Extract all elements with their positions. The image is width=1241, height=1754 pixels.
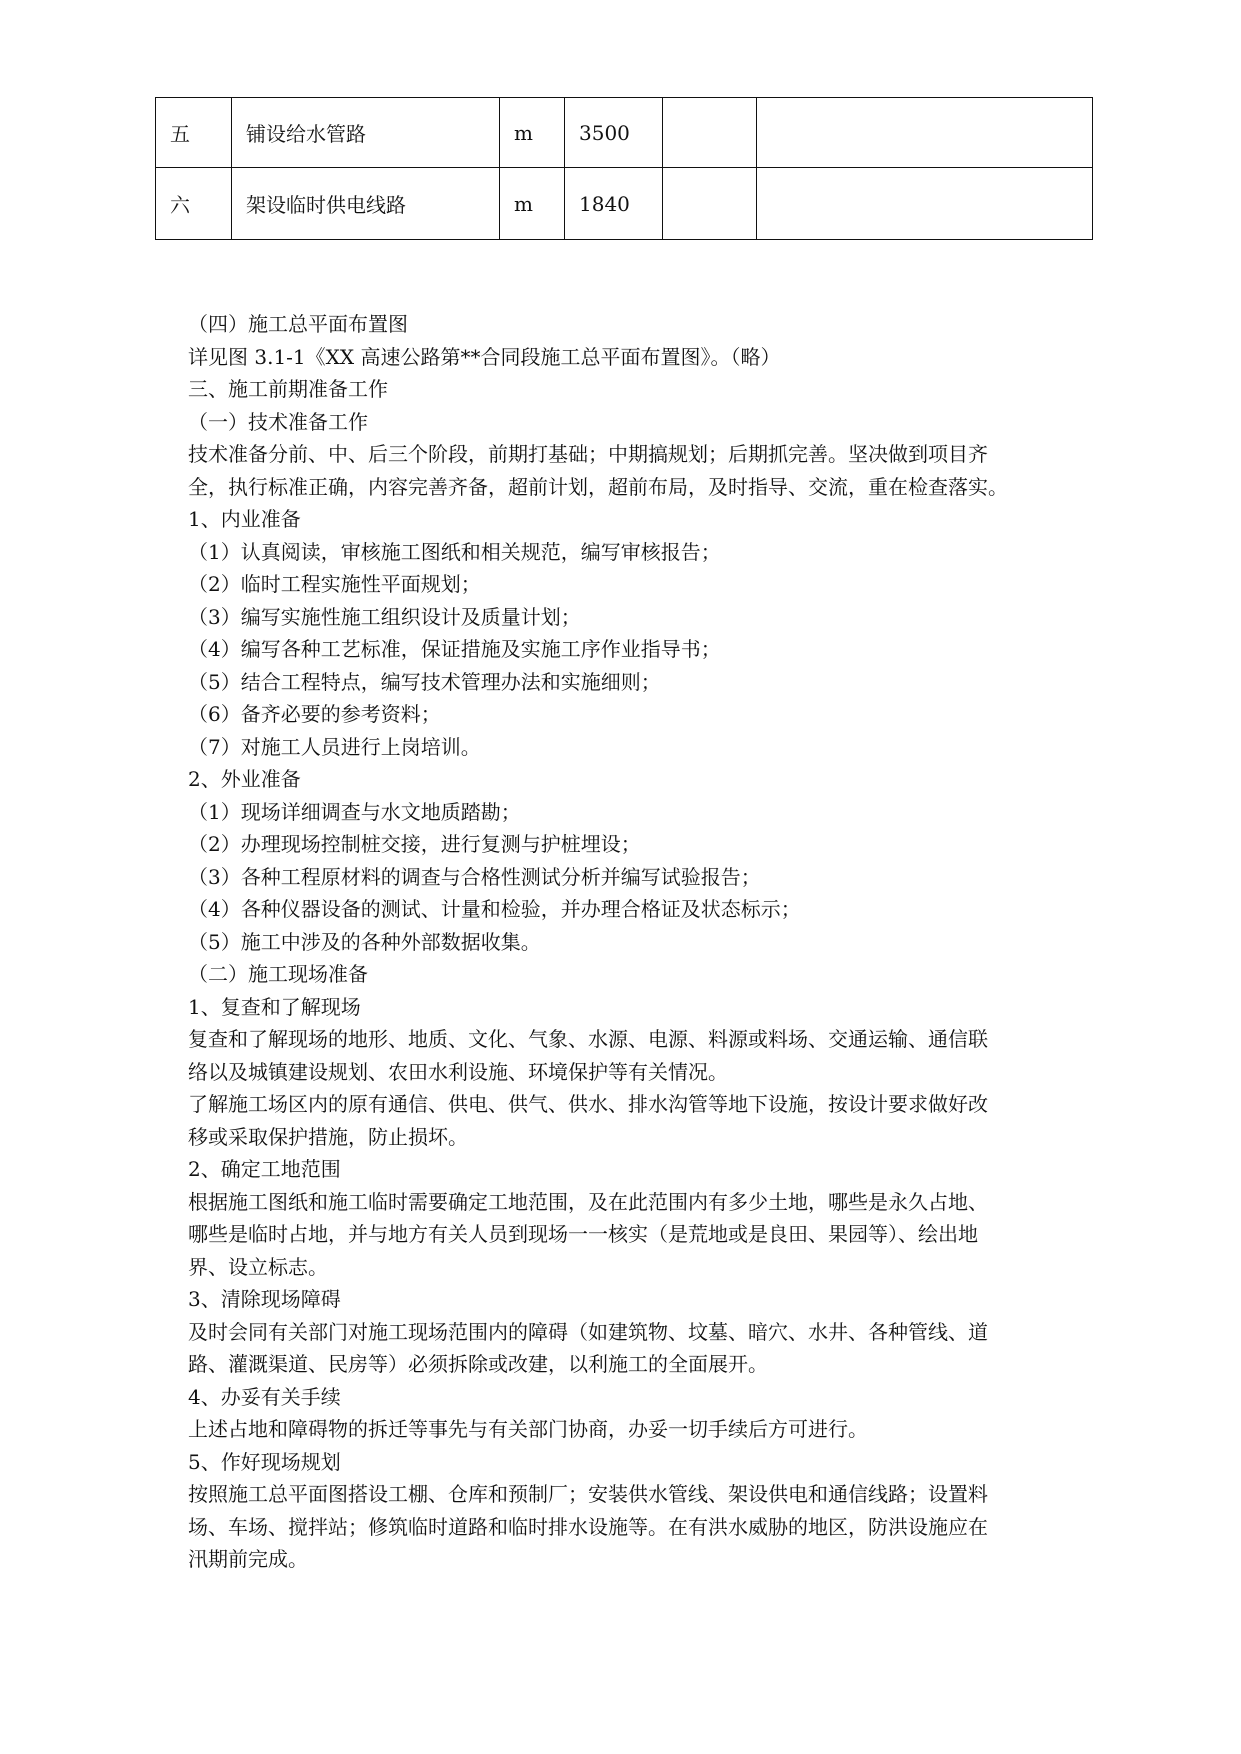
empty-cell bbox=[663, 98, 757, 168]
text-line: 络以及城镇建设规划、农田水利设施、环境保护等有关情况。 bbox=[188, 1059, 728, 1084]
quantity-table bbox=[155, 97, 1093, 240]
empty-cell bbox=[663, 168, 757, 240]
table-row bbox=[156, 98, 1093, 168]
body-text bbox=[188, 308, 1068, 1576]
text-line: 及时会同有关部门对施工现场范围内的障碍（如建筑物、坟墓、暗穴、水井、各种管线、道 bbox=[188, 1319, 988, 1344]
item-cell: 铺设给水管路 bbox=[232, 98, 500, 168]
item-cell: 架设临时供电线路 bbox=[232, 168, 500, 240]
text-line: 了解施工场区内的原有通信、供电、供气、供水、排水沟管等地下设施，按设计要求做好改 bbox=[188, 1092, 988, 1116]
list-item: （3）各种工程原材料的调查与合格性测试分析并编写试验报告； bbox=[188, 864, 761, 889]
empty-cell bbox=[757, 98, 1093, 168]
text-line: 移或采取保护措施，防止损坏。 bbox=[188, 1124, 468, 1149]
text-line: 汛期前完成。 bbox=[188, 1547, 308, 1571]
text-line: 场、车场、搅拌站；修筑临时道路和临时排水设施等。在有洪水威胁的地区，防洪设施应在 bbox=[188, 1514, 988, 1539]
unit-cell: m bbox=[500, 98, 565, 168]
subsection-heading: 1、内业准备 bbox=[188, 507, 301, 531]
list-item: （2）办理现场控制桩交接，进行复测与护桩埋设； bbox=[188, 832, 641, 856]
subsection-heading: 5、作好现场规划 bbox=[188, 1449, 341, 1474]
subsection-heading: 2、外业准备 bbox=[188, 767, 301, 791]
list-item: （5）施工中涉及的各种外部数据收集。 bbox=[188, 929, 541, 954]
text-line: 详见图 3.1-1《XX 高速公路第**合同段施工总平面布置图》。（略） bbox=[188, 344, 781, 369]
subsection-heading: （二）施工现场准备 bbox=[188, 962, 368, 986]
subsection-heading: 2、确定工地范围 bbox=[188, 1157, 341, 1181]
section-heading: 三、施工前期准备工作 bbox=[188, 377, 388, 401]
table-row bbox=[156, 168, 1093, 240]
text-line: 哪些是临时占地，并与地方有关人员到现场一一核实（是荒地或是良田、果园等）、绘出地 bbox=[188, 1222, 978, 1246]
text-line: 路、灌溉渠道、民房等）必须拆除或改建，以利施工的全面展开。 bbox=[188, 1352, 768, 1376]
list-item: （1）认真阅读，审核施工图纸和相关规范，编写审核报告； bbox=[188, 539, 721, 564]
list-item: （1）现场详细调查与水文地质踏勘； bbox=[188, 799, 521, 824]
quantity-cell: 3500 bbox=[565, 98, 663, 168]
list-item: （6）备齐必要的参考资料； bbox=[188, 702, 441, 726]
list-item: （7）对施工人员进行上岗培训。 bbox=[188, 734, 481, 759]
text-line: 界、设立标志。 bbox=[188, 1254, 328, 1279]
list-item: （2）临时工程实施性平面规划； bbox=[188, 572, 481, 596]
text-line: 上述占地和障碍物的拆迁等事先与有关部门协商，办妥一切手续后方可进行。 bbox=[188, 1417, 868, 1441]
text-line: 复查和了解现场的地形、地质、文化、气象、水源、电源、料源或料场、交通运输、通信联 bbox=[188, 1027, 988, 1051]
section-heading: （四）施工总平面布置图 bbox=[188, 312, 408, 336]
subsection-heading: 3、清除现场障碍 bbox=[188, 1287, 341, 1311]
row-number-cell: 六 bbox=[156, 168, 232, 240]
list-item: （4）各种仪器设备的测试、计量和检验，并办理合格证及状态标示； bbox=[188, 897, 801, 921]
text-line: 按照施工总平面图搭设工棚、仓库和预制厂；安装供水管线、架设供电和通信线路；设置料 bbox=[188, 1482, 988, 1506]
text-line: 根据施工图纸和施工临时需要确定工地范围，及在此范围内有多少土地，哪些是永久占地、 bbox=[188, 1189, 988, 1214]
list-item: （4）编写各种工艺标准，保证措施及实施工序作业指导书； bbox=[188, 637, 721, 661]
text-line: 全，执行标准正确，内容完善齐备，超前计划，超前布局，及时指导、交流，重在检查落实。 bbox=[188, 474, 1008, 499]
unit-cell: m bbox=[500, 168, 565, 240]
text-line: 技术准备分前、中、后三个阶段，前期打基础；中期搞规划；后期抓完善。坚决做到项目齐 bbox=[188, 442, 988, 466]
subsection-heading: （一）技术准备工作 bbox=[188, 409, 368, 434]
subsection-heading: 1、复查和了解现场 bbox=[188, 994, 361, 1019]
subsection-heading: 4、办妥有关手续 bbox=[188, 1384, 341, 1409]
empty-cell bbox=[757, 168, 1093, 240]
list-item: （5）结合工程特点，编写技术管理办法和实施细则； bbox=[188, 669, 661, 694]
list-item: （3）编写实施性施工组织设计及质量计划； bbox=[188, 604, 581, 629]
quantity-cell: 1840 bbox=[565, 168, 663, 240]
row-number-cell: 五 bbox=[156, 98, 232, 168]
